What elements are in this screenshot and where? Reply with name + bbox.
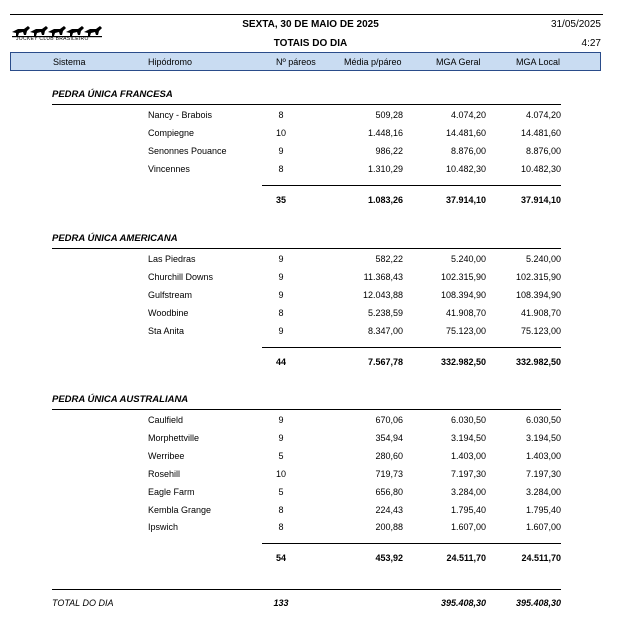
mga-geral-cell: 5.240,00 — [450, 254, 486, 264]
npareos-cell: 9 — [278, 290, 284, 300]
mga-local-cell: 332.982,50 — [515, 357, 561, 367]
subtotal-rule — [262, 347, 561, 348]
media-cell: 670,06 — [375, 415, 403, 425]
print-time: 4:27 — [581, 38, 601, 49]
npareos-cell: 35 — [275, 195, 286, 205]
mga-local-cell: 6.030,50 — [525, 415, 561, 425]
npareos-cell: 9 — [278, 326, 284, 336]
media-cell: 200,88 — [375, 522, 403, 532]
mga-geral-cell: 7.197,30 — [450, 469, 486, 479]
media-cell: 5.238,59 — [367, 308, 403, 318]
mga-local-cell: 75.123,00 — [520, 326, 561, 336]
mga-local-cell: 7.197,30 — [525, 469, 561, 479]
grand-total-mga-geral: 395.408,30 — [440, 598, 486, 608]
hipodromo-cell: Sta Anita — [148, 326, 185, 336]
hipodromo-cell: Compiegne — [148, 128, 195, 138]
mga-local-cell: 37.914,10 — [520, 195, 561, 205]
hipodromo-cell: Werribee — [148, 451, 185, 461]
media-cell: 453,92 — [375, 553, 403, 563]
hipodromo-cell: Eagle Farm — [148, 487, 195, 497]
npareos-cell: 10 — [275, 469, 286, 479]
hipodromo-cell: Vincennes — [148, 164, 190, 174]
mga-geral-cell: 24.511,70 — [446, 553, 486, 563]
mga-geral-cell: 102.315,90 — [440, 272, 486, 282]
media-cell: 8.347,00 — [367, 326, 403, 336]
media-cell: 224,43 — [375, 505, 403, 515]
hipodromo-cell: Churchill Downs — [148, 272, 214, 282]
mga-local-cell: 1.403,00 — [525, 451, 561, 461]
mga-geral-cell: 3.194,50 — [450, 433, 486, 443]
mga-local-cell: 24.511,70 — [521, 553, 561, 563]
npareos-cell: 8 — [278, 522, 284, 532]
section-rule — [52, 104, 561, 105]
mga-geral-cell: 332.982,50 — [440, 357, 486, 367]
media-cell: 280,60 — [375, 451, 403, 461]
media-cell: 1.083,26 — [367, 195, 403, 205]
section-title: PEDRA ÚNICA FRANCESA — [52, 89, 173, 100]
mga-local-cell: 3.194,50 — [525, 433, 561, 443]
mga-geral-cell: 41.908,70 — [445, 308, 486, 318]
media-cell: 986,22 — [375, 146, 403, 156]
mga-local-cell: 5.240,00 — [525, 254, 561, 264]
mga-geral-cell: 1.607,00 — [450, 522, 486, 532]
hipodromo-cell: Senonnes Pouance — [148, 146, 227, 156]
hipodromo-cell: Las Piedras — [148, 254, 196, 264]
hipodromo-cell: Rosehill — [148, 469, 181, 479]
mga-local-cell: 108.394,90 — [515, 290, 561, 300]
mga-local-cell: 1.607,00 — [525, 522, 561, 532]
mga-local-cell: 1.795,40 — [525, 505, 561, 515]
mga-geral-cell: 10.482,30 — [445, 164, 486, 174]
npareos-cell: 5 — [278, 451, 284, 461]
media-cell: 11.368,43 — [363, 272, 403, 282]
npareos-cell: 54 — [275, 553, 286, 563]
report-date-title: SEXTA, 30 DE MAIO DE 2025 — [242, 19, 379, 30]
npareos-cell: 5 — [278, 487, 284, 497]
npareos-cell: 8 — [278, 505, 284, 515]
mga-geral-cell: 14.481,60 — [445, 128, 486, 138]
mga-geral-cell: 1.403,00 — [450, 451, 486, 461]
npareos-cell: 9 — [278, 146, 284, 156]
npareos-cell: 44 — [275, 357, 286, 367]
column-header-bar — [10, 52, 601, 71]
npareos-cell: 8 — [278, 164, 284, 174]
grand-total-rule — [52, 589, 561, 590]
media-cell: 7.567,78 — [367, 357, 403, 367]
media-cell: 656,80 — [375, 487, 403, 497]
npareos-cell: 9 — [278, 415, 284, 425]
mga-local-cell: 10.482,30 — [520, 164, 561, 174]
mga-geral-cell: 108.394,90 — [440, 290, 486, 300]
media-cell: 719,73 — [375, 469, 403, 479]
media-cell: 354,94 — [375, 433, 403, 443]
mga-geral-cell: 3.284,00 — [450, 487, 486, 497]
col-mga-geral: MGA Geral — [436, 57, 481, 67]
npareos-cell: 8 — [278, 110, 284, 120]
subtotal-rule — [262, 543, 561, 544]
print-date: 31/05/2025 — [550, 19, 601, 30]
grand-total-label: TOTAL DO DIA — [52, 598, 114, 608]
media-cell: 12.043,88 — [362, 290, 403, 300]
col-hipodromo: Hipódromo — [148, 57, 193, 67]
mga-geral-cell: 1.795,40 — [450, 505, 486, 515]
brand-name: JOCKEY CLUB BRASILEIRO — [16, 36, 89, 42]
npareos-cell: 9 — [278, 254, 284, 264]
hipodromo-cell: Morphettville — [148, 433, 200, 443]
mga-local-cell: 4.074,20 — [525, 110, 561, 120]
npareos-cell: 9 — [278, 433, 284, 443]
mga-geral-cell: 8.876,00 — [450, 146, 486, 156]
subtotal-rule — [262, 185, 561, 186]
npareos-cell: 9 — [278, 272, 284, 282]
mga-geral-cell: 37.914,10 — [445, 195, 486, 205]
hipodromo-cell: Caulfield — [148, 415, 184, 425]
col-npareos: Nº páreos — [276, 57, 316, 67]
media-cell: 1.310,29 — [367, 164, 403, 174]
col-media: Média p/páreo — [344, 57, 402, 67]
mga-local-cell: 3.284,00 — [525, 487, 561, 497]
hipodromo-cell: Ipswich — [148, 522, 179, 532]
mga-local-cell: 14.481,60 — [520, 128, 561, 138]
media-cell: 1.448,16 — [367, 128, 403, 138]
hipodromo-cell: Nancy - Brabois — [148, 110, 213, 120]
hipodromo-cell: Woodbine — [148, 308, 189, 318]
grand-total-mga-local: 395.408,30 — [515, 598, 561, 608]
npareos-cell: 8 — [278, 308, 284, 318]
col-sistema: Sistema — [53, 57, 86, 67]
media-cell: 582,22 — [375, 254, 403, 264]
mga-geral-cell: 4.074,20 — [450, 110, 486, 120]
media-cell: 509,28 — [375, 110, 403, 120]
hipodromo-cell: Gulfstream — [148, 290, 193, 300]
mga-geral-cell: 6.030,50 — [450, 415, 486, 425]
mga-geral-cell: 75.123,00 — [445, 326, 486, 336]
grand-total-npareos: 133 — [273, 598, 289, 608]
npareos-cell: 10 — [275, 128, 286, 138]
mga-local-cell: 102.315,90 — [515, 272, 561, 282]
top-rule — [10, 14, 603, 15]
report-title: TOTAIS DO DIA — [273, 38, 348, 49]
col-mga-local: MGA Local — [516, 57, 561, 67]
section-title: PEDRA ÚNICA AUSTRALIANA — [52, 394, 189, 405]
mga-local-cell: 41.908,70 — [520, 308, 561, 318]
hipodromo-cell: Kembla Grange — [148, 505, 212, 515]
section-title: PEDRA ÚNICA AMERICANA — [52, 233, 178, 244]
section-rule — [52, 248, 561, 249]
mga-local-cell: 8.876,00 — [525, 146, 561, 156]
section-rule — [52, 409, 561, 410]
